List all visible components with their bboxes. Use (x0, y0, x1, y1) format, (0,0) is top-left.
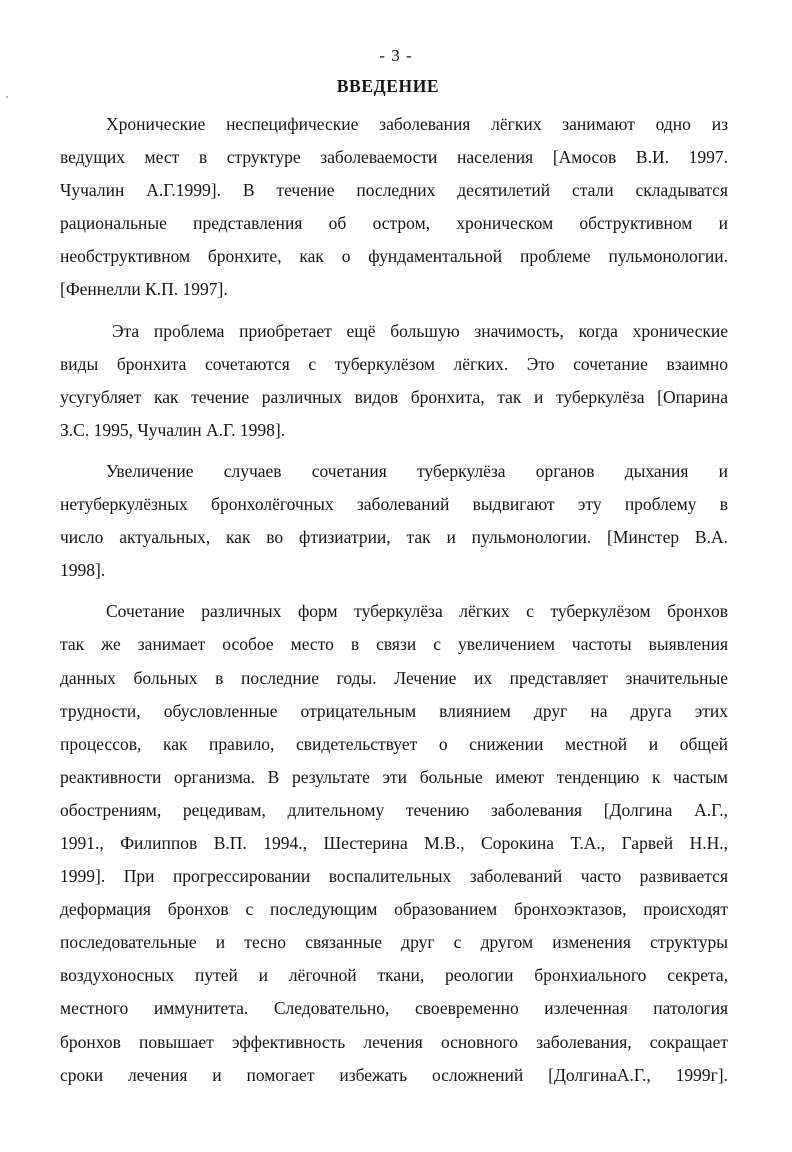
paragraph-4 (60, 595, 728, 1091)
paragraph-1 (60, 108, 728, 307)
page-title: ВВЕДЕНИЕ (336, 76, 440, 96)
text-line: обострениям, рецедивам, длительному течению заболевания [Долгина А.Г., (60, 799, 728, 820)
text-line: Эта проблема приобретает ещё большую значимость, когда хронические (112, 320, 728, 341)
text-line: данных больных в последние годы. Лечение их представляет значительные (60, 667, 728, 688)
text-line: З.С. 1995, Чучалин А.Г. 1998]. (60, 419, 286, 440)
text-line: бронхов повышает эффективность лечения основного заболевания, сокращает (60, 1031, 728, 1052)
text-line: усугубляет как течение различных видов бронхита, так и туберкулёза [Опарина (60, 386, 728, 407)
text-line: 1999]. При прогрессировании воспалительных заболеваний часто развивается (60, 866, 728, 887)
document-body (60, 108, 728, 1100)
text-line: последовательные и тесно связанные друг с другом изменения структуры (60, 932, 728, 953)
text-line: 1991., Филиппов В.П. 1994., Шестерина М.В., Сорокина Т.А., Гарвей Н.Н., (60, 832, 728, 853)
paragraph-3 (60, 455, 728, 587)
text-line: трудности, обусловленные отрицательным влиянием друг на друга этих (60, 700, 728, 721)
text-line: [Феннелли К.П. 1997]. (60, 279, 228, 300)
text-line: деформация бронхов с последующим образованием бронхоэктазов, происходят (60, 899, 728, 920)
text-line: нетуберкулёзных бронхолёгочных заболеваний выдвигают эту проблему в (60, 494, 728, 515)
text-line: 1998]. (60, 560, 106, 581)
text-line: ведущих мест в структуре заболеваемости населения [Амосов В.И. 1997. (60, 147, 728, 168)
text-line: число актуальных, как во фтизиатрии, так и пульмонологии. [Минстер В.А. (60, 527, 728, 548)
text-line: так же занимает особое место в связи с увеличением частоты выявления (60, 634, 728, 655)
text-line: воздухоносных путей и лёгочной ткани, реологии бронхиального секрета, (60, 965, 728, 986)
page-number: - 3 - (379, 46, 413, 65)
text-line: виды бронхита сочетаются с туберкулёзом лёгких. Это сочетание взаимно (60, 353, 728, 374)
text-line: местного иммунитета. Следовательно, своевременно излеченная патология (60, 998, 728, 1019)
text-line: Сочетание различных форм туберкулёза лёгких с туберкулёзом бронхов (106, 601, 728, 622)
text-line: процессов, как правило, свидетельствует о снижении местной и общей (60, 733, 728, 754)
text-line: необструктивном бронхите, как о фундаментальной проблеме пульмонологии. (60, 246, 728, 267)
text-line: сроки лечения и помогает избежать осложнений [ДолгинаА.Г., 1999г]. (60, 1064, 728, 1085)
text-line: Хронические неспецифические заболевания лёгких занимают одно из (106, 114, 728, 134)
text-line: реактивности организма. В результате эти больные имеют тенденцию к частым (60, 766, 728, 787)
text-line: рациональные представления об остром, хроническом обструктивном и (60, 213, 728, 234)
paragraph-2 (60, 315, 728, 447)
text-line: Увеличение случаев сочетания туберкулёза органов дыхания и (106, 460, 728, 481)
text-line: Чучалин А.Г.1999]. В течение последних десятилетий стали складыватся (60, 180, 728, 201)
